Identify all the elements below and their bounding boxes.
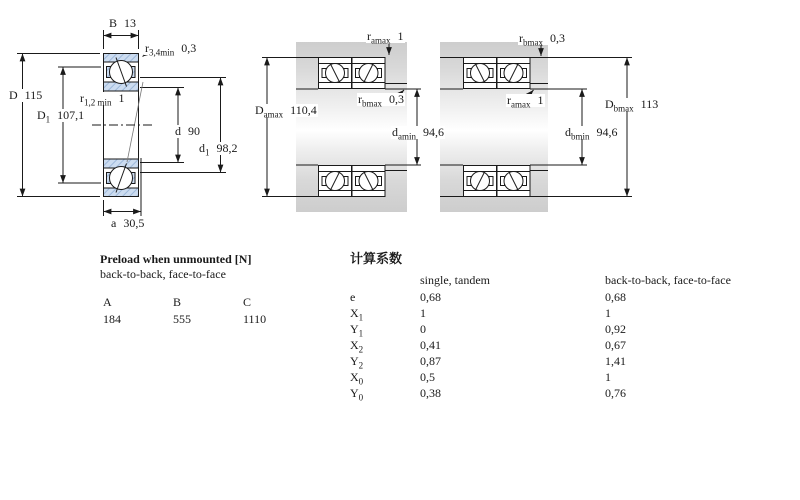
dim-label-B: B 13 — [109, 16, 137, 30]
dim-label-Dbmax: $D_{bmax}$ 113 — [605, 97, 659, 114]
dim-label-d: d 90 — [175, 124, 200, 138]
factors-col-single-tandem: single, tandem — [420, 273, 490, 287]
preload-col-c: C — [243, 295, 252, 309]
dim-label-a: a 30,5 — [111, 216, 145, 230]
dim-label-d1: $d_1$ 98,2 — [199, 141, 238, 158]
preload-value-c: 1110 — [243, 312, 267, 326]
preload-col-b: B — [173, 295, 182, 309]
dim-label-r34min: $r_{3,4min}$ 0,3 — [145, 41, 197, 58]
dim-label-ramax-shaft: $r_{amax}$ 1 — [367, 29, 404, 46]
dim-label-rbmax-shaft: $r_{bmax}$ 0,3 — [358, 92, 404, 109]
preload-subtitle: back-to-back, face-to-face — [100, 267, 226, 281]
dim-label-damin: $d_{amin}$ 94,6 — [392, 125, 444, 142]
dim-label-rbmax-housing: $r_{bmax}$ 0,3 — [519, 31, 565, 48]
factors-title: 计算系数 — [350, 251, 403, 266]
preload-value-b: 555 — [173, 312, 191, 326]
preload-table — [100, 252, 370, 332]
dim-label-Damax: $D_{amax}$ 110,4 — [255, 103, 317, 120]
preload-title: Preload when unmounted [N] — [100, 252, 252, 266]
dim-label-D: D 115 — [9, 88, 43, 102]
preload-col-a: A — [103, 295, 112, 309]
calculation-factors-table: 计算系数 single, tandem back-to-back, face-to-face e 0,68 0,68 $X_1$ 1 1 $Y_1$ 0 0,92 $X_2$ 0,41 0,67 $Y_2$ 0,87 1,41 $X_0$ 0,5 1 $Y_0$ 0,38 0,76 — [350, 251, 731, 403]
factors-col-back-to-back: back-to-back, face-to-face — [605, 273, 731, 287]
dim-label-ramax-housing: $r_{amax}$ 1 — [507, 93, 544, 110]
dim-label-r12min: $r_{1,2 min}$ 1 — [80, 91, 125, 108]
dim-label-D1: $D_1$ 107,1 — [37, 108, 85, 125]
dim-label-dbmin: $d_{bmin}$ 94,6 — [565, 125, 618, 142]
preload-value-a: 184 — [103, 312, 121, 326]
